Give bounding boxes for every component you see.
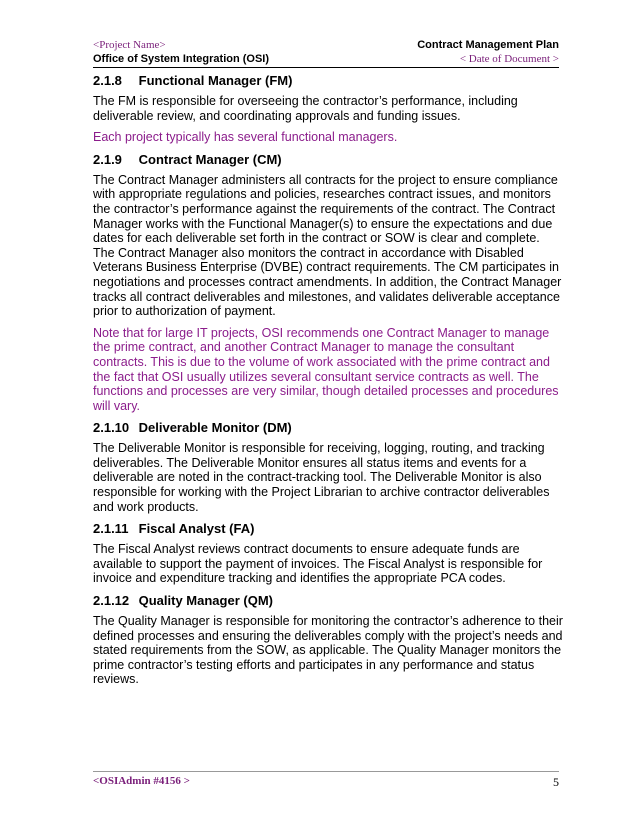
header-divider — [93, 67, 559, 68]
section-deliverable-monitor — [93, 420, 563, 514]
section-note: Note that for large IT projects, OSI recommends one Contract Manager to manage the prime contract, and another Contract Manager to manage the consultant contracts. This is due to the volume of work associated with the prime contract and the fact that OSI usually utilizes several consultant service contracts as well. The functions and processes are very similar, though detailed processes and procedures will vary. — [93, 325, 559, 413]
header-office: Office of System Integration (OSI) — [93, 53, 270, 65]
section-functional-manager — [93, 73, 563, 145]
header-doc-date: < Date of Document > — [459, 53, 559, 65]
section-title: Deliverable Monitor (DM) — [138, 420, 292, 436]
section-paragraph: The Contract Manager administers all contracts for the project to ensure compliance with appropriate regulations and policies, researches contract issues, and monitors the contractor’s performance against the requirements of the contract. The Contract Manager works with the Functional Manager(s) to ensure the expectations and due dates for each deliverable set forth in the contract or SOW is clear and complete. The Contract Manager also monitors the contract in accordance with Disabled Veterans Business Enterprise (DVBE) contract requirements. The CM participates in negotiations and processes contract amendments. In addition, the Contract Manager tracks all contract deliverables and milestones, and validates deliverable acceptance prior to authorization of payment. — [93, 172, 562, 319]
page-body — [93, 73, 563, 694]
section-paragraph: The Fiscal Analyst reviews contract documents to ensure adequate funds are available to support the payment of invoices. The Fiscal Analyst is responsible for invoice and expenditure tracking and identifies the appropriate PCA codes. — [93, 542, 543, 586]
section-paragraph: The FM is responsible for overseeing the contractor’s performance, including deliverable review, and coordinating approvals and funding issues. — [93, 94, 518, 123]
section-heading — [93, 420, 563, 436]
section-title: Functional Manager (FM) — [138, 73, 293, 88]
section-title: Fiscal Analyst (FA) — [138, 521, 255, 537]
section-number: 2.1.12 — [93, 593, 130, 609]
section-heading — [93, 593, 563, 609]
footer-doc-code: <OSIAdmin #4156 > — [93, 775, 190, 787]
section-heading — [93, 73, 563, 89]
section-note: Each project typically has several functional managers. — [93, 130, 398, 145]
header-doc-title: Contract Management Plan — [417, 39, 559, 51]
section-heading — [93, 521, 563, 537]
section-contract-manager — [93, 152, 563, 414]
page-footer — [93, 775, 559, 790]
section-fiscal-analyst — [93, 521, 563, 586]
footer-divider — [93, 771, 559, 772]
section-number: 2.1.8 — [93, 73, 122, 88]
section-heading — [93, 152, 563, 168]
page-number: 5 — [553, 775, 559, 789]
section-quality-manager — [93, 593, 563, 687]
section-number: 2.1.10 — [93, 420, 130, 436]
section-number: 2.1.11 — [93, 521, 129, 537]
header-project-name: <Project Name> — [93, 39, 166, 51]
page-header — [93, 38, 559, 66]
section-title: Contract Manager (CM) — [138, 151, 282, 167]
section-paragraph: The Deliverable Monitor is responsible for receiving, logging, routing, and tracking deliverables. The Deliverable Monitor ensures all status items and events for a deliverable are noted in the contract-tracking tool. The Deliverable Monitor is also responsible for working with the Project Librarian to archive contractor deliverables and work products. — [93, 441, 550, 514]
section-paragraph: The Quality Manager is responsible for monitoring the contractor’s adherence to their defined processes and ensuring the deliverables comply with the project’s needs and stated requirements from the SOW, as applicable. The Quality Manager monitors the prime contractor’s testing efforts and participates in any performance and status reviews. — [93, 614, 563, 687]
section-number: 2.1.9 — [93, 151, 122, 167]
section-title: Quality Manager (QM) — [138, 593, 273, 609]
